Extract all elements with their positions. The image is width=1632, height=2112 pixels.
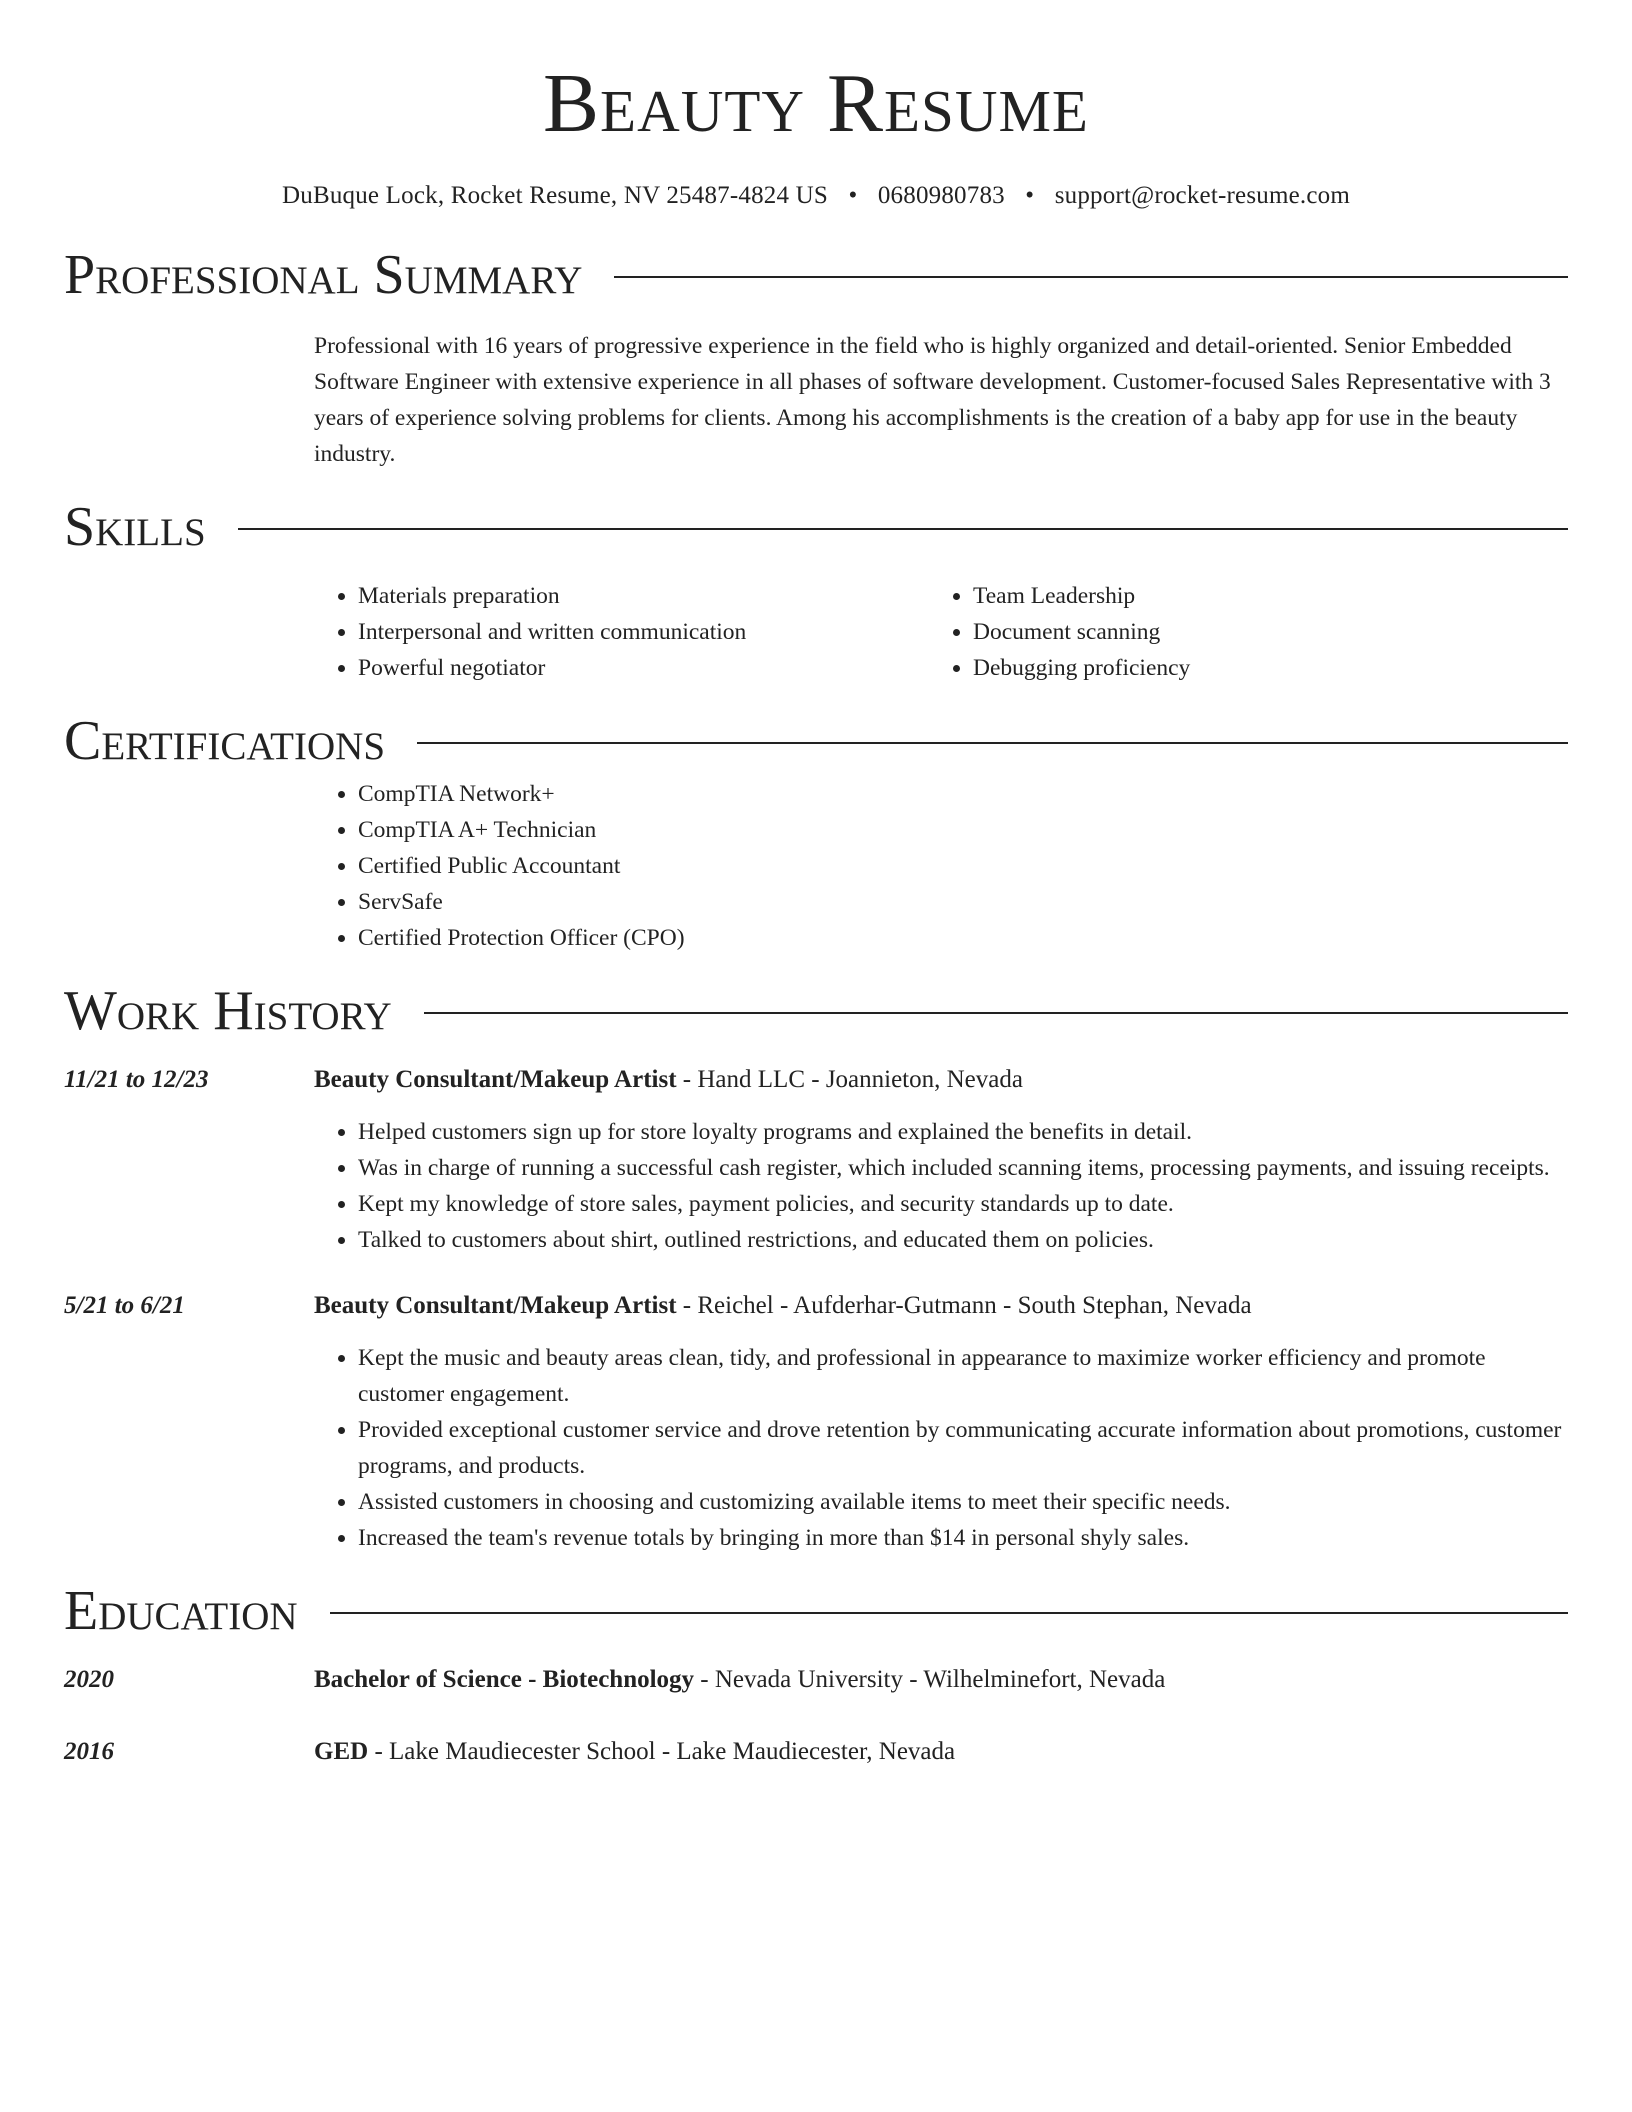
certifications-section bbox=[64, 706, 1568, 956]
skills-column-left bbox=[314, 578, 929, 686]
skills-grid bbox=[314, 578, 1568, 686]
summary-section bbox=[64, 240, 1568, 472]
skills-header bbox=[64, 492, 1568, 562]
contact-email: support@rocket-resume.com bbox=[1054, 182, 1350, 209]
skill-item: • Team Leadership bbox=[973, 578, 1544, 614]
work-history-header bbox=[64, 976, 1568, 1046]
contact-address: DuBuque Lock, Rocket Resume, NV 25487-4824 US bbox=[281, 182, 828, 209]
contact-line bbox=[64, 182, 1568, 210]
education-heading bbox=[314, 1734, 955, 1770]
section-divider bbox=[424, 1012, 1568, 1014]
skills-body bbox=[64, 578, 1568, 686]
summary-header bbox=[64, 240, 1568, 310]
skill-item: • Powerful negotiator bbox=[358, 650, 929, 686]
job-duty: • Kept my knowledge of store sales, payment policies, and security standards up to date. bbox=[358, 1186, 1568, 1222]
contact-separator: • bbox=[1025, 182, 1035, 209]
section-divider bbox=[238, 528, 1568, 530]
certifications-list bbox=[314, 776, 1568, 956]
skills-column-right bbox=[929, 578, 1544, 686]
job-duties-list bbox=[314, 1340, 1568, 1556]
job-role: Beauty Consultant/Makeup Artist bbox=[314, 1292, 677, 1319]
job-duty: • Increased the team's revenue totals by bringing in more than $14 in personal shyly sales. bbox=[358, 1520, 1568, 1556]
certification-item: • ServSafe bbox=[358, 884, 1568, 920]
job-heading bbox=[314, 1288, 1252, 1324]
work-history-section bbox=[64, 976, 1568, 1556]
job-duties-list bbox=[314, 1114, 1568, 1258]
education-degree: Bachelor of Science - Biotechnology bbox=[314, 1666, 695, 1693]
education-year: 2016 bbox=[64, 1738, 114, 1765]
certifications-header bbox=[64, 706, 1568, 776]
job-entry bbox=[64, 1062, 1568, 1258]
summary-text: Professional with 16 years of progressive experience in the field who is highly organized and detail-oriented. Senior Embedded Software Engineer with extensive experience in all phases of software development. Customer-focused Sales Representative with 3 years of experience solving problems for clients. Among his accomplishments is the creation of a baby app for use in the beauty industry. bbox=[314, 333, 1551, 467]
job-bullets bbox=[64, 1340, 1568, 1556]
job-role: Beauty Consultant/Makeup Artist bbox=[314, 1066, 677, 1093]
work-history-title: Work History bbox=[64, 980, 392, 1042]
job-bullets bbox=[64, 1114, 1568, 1258]
education-entry bbox=[64, 1662, 1568, 1698]
contact-separator: • bbox=[848, 182, 858, 209]
certification-item: • CompTIA Network+ bbox=[358, 776, 1568, 812]
skill-item: • Document scanning bbox=[973, 614, 1544, 650]
job-duty: • Kept the music and beauty areas clean, tidy, and professional in appearance to maximize worker efficiency and promote customer engagement. bbox=[358, 1340, 1568, 1412]
skill-item: • Interpersonal and written communication bbox=[358, 614, 929, 650]
job-heading bbox=[314, 1062, 1023, 1098]
certification-item: • Certified Protection Officer (CPO) bbox=[358, 920, 1568, 956]
certification-item: • Certified Public Accountant bbox=[358, 848, 1568, 884]
skill-item: • Debugging proficiency bbox=[973, 650, 1544, 686]
skills-list-left bbox=[314, 578, 929, 686]
skills-title: Skills bbox=[64, 496, 206, 558]
job-details: - Reichel - Aufderhar-Gutmann - South Stephan, Nevada bbox=[676, 1292, 1252, 1319]
job-details: - Hand LLC - Joannieton, Nevada bbox=[676, 1066, 1023, 1093]
education-entry bbox=[64, 1734, 1568, 1770]
job-entry bbox=[64, 1288, 1568, 1556]
certification-item: • CompTIA A+ Technician bbox=[358, 812, 1568, 848]
skills-section bbox=[64, 492, 1568, 686]
certifications-title: Certifications bbox=[64, 710, 386, 772]
education-details: - Lake Maudiecester School - Lake Maudiecester, Nevada bbox=[368, 1738, 956, 1765]
section-divider bbox=[417, 742, 1568, 744]
resume-title: Beauty Resume bbox=[543, 57, 1089, 150]
job-dates: 11/21 to 12/23 bbox=[64, 1066, 209, 1093]
education-year: 2020 bbox=[64, 1666, 114, 1693]
education-header bbox=[64, 1576, 1568, 1646]
summary-body bbox=[64, 328, 1568, 472]
contact-phone: 0680980783 bbox=[877, 182, 1005, 209]
summary-title: Professional Summary bbox=[64, 244, 583, 306]
job-duty: • Was in charge of running a successful cash register, which included scanning items, processing payments, and issuing receipts. bbox=[358, 1150, 1568, 1186]
job-duty: • Assisted customers in choosing and customizing available items to meet their specific needs. bbox=[358, 1484, 1568, 1520]
job-duty: • Helped customers sign up for store loyalty programs and explained the benefits in detail. bbox=[358, 1114, 1568, 1150]
education-degree: GED bbox=[314, 1738, 369, 1765]
education-section bbox=[64, 1576, 1568, 1770]
certifications-body bbox=[64, 776, 1568, 956]
education-title: Education bbox=[64, 1580, 298, 1642]
section-divider bbox=[614, 276, 1568, 278]
job-dates: 5/21 to 6/21 bbox=[64, 1292, 185, 1319]
education-details: - Nevada University - Wilhelminefort, Nevada bbox=[694, 1666, 1166, 1693]
skill-item: • Materials preparation bbox=[358, 578, 929, 614]
job-duty: • Talked to customers about shirt, outlined restrictions, and educated them on policies. bbox=[358, 1222, 1568, 1258]
job-duty: • Provided exceptional customer service and drove retention by communicating accurate information about promotions, customer programs, and products. bbox=[358, 1412, 1568, 1484]
job-heading-row bbox=[64, 1062, 1568, 1098]
job-heading-row bbox=[64, 1288, 1568, 1324]
section-divider bbox=[330, 1612, 1568, 1614]
education-heading bbox=[314, 1662, 1165, 1698]
skills-list-right bbox=[929, 578, 1544, 686]
